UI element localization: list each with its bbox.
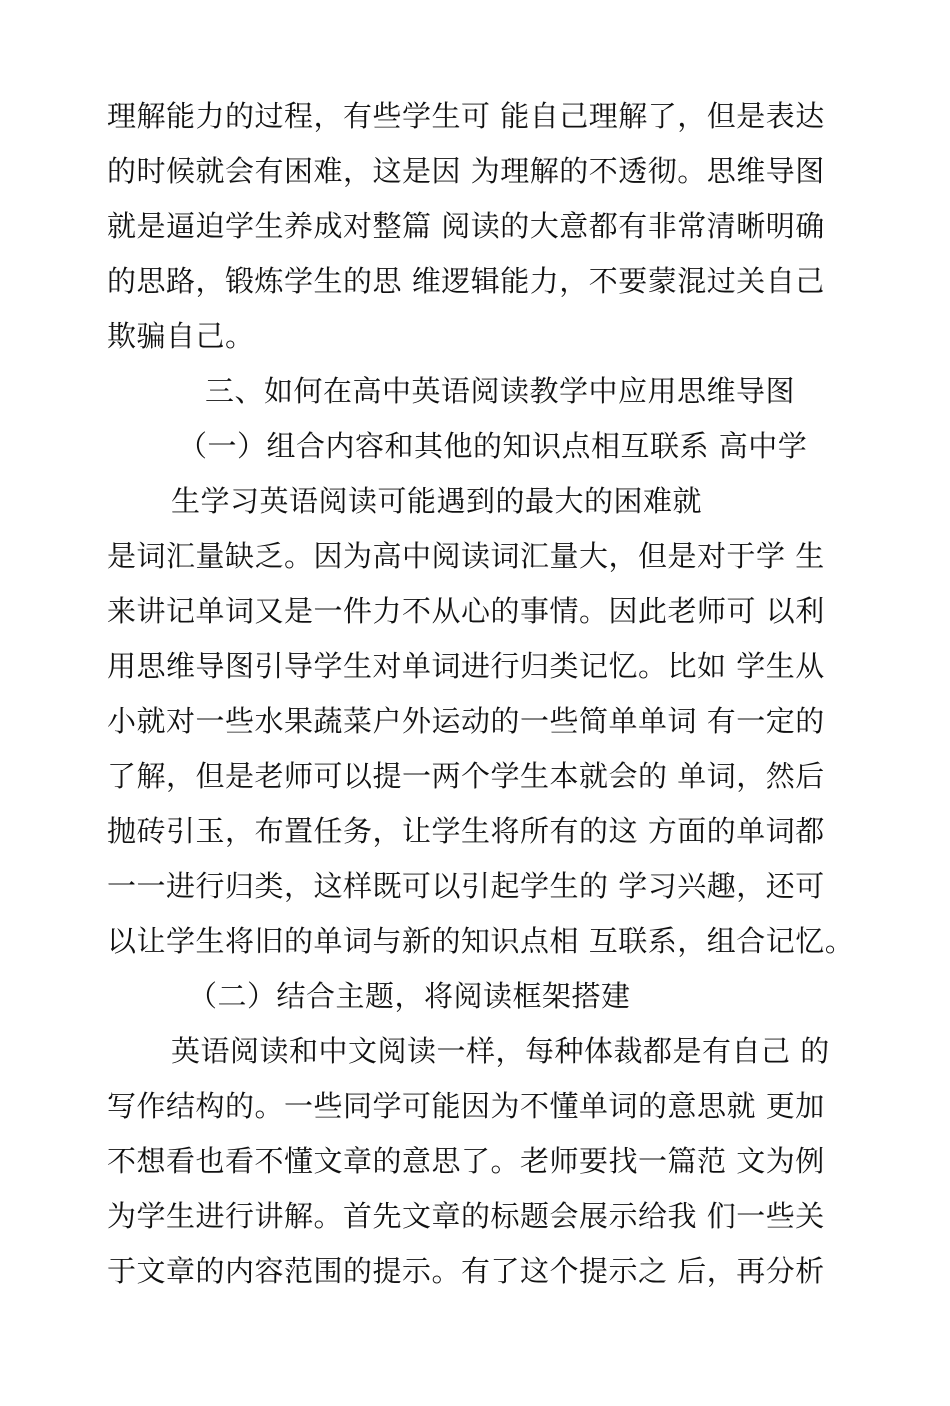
text-line: 理解能力的过程，有些学生可 能自己理解了，但是表达 xyxy=(107,99,825,133)
text-line: 英语阅读和中文阅读一样，每种体裁都是有自己 的 xyxy=(171,1034,830,1068)
subsection-heading: （二）结合主题，将阅读框架搭建 xyxy=(188,979,631,1013)
text-line: 了解，但是老师可以提一两个学生本就会的 单词，然后 xyxy=(107,759,825,793)
text-line: 的时候就会有困难，这是因 为理解的不透彻。思维导图 xyxy=(107,154,825,188)
text-line: 抛砖引玉，布置任务，让学生将所有的这 方面的单词都 xyxy=(107,814,825,848)
text-line: 就是逼迫学生养成对整篇 阅读的大意都有非常清晰明确 xyxy=(107,209,825,243)
text-line: 小就对一些水果蔬菜户外运动的一些简单单词 有一定的 xyxy=(107,704,825,738)
text-line: 写作结构的。一些同学可能因为不懂单词的意思就 更加 xyxy=(107,1089,825,1123)
text-line: 生学习英语阅读可能遇到的最大的困难就 xyxy=(171,484,703,518)
text-line: 以让学生将旧的单词与新的知识点相 互联系，组合记忆。 xyxy=(107,924,855,958)
text-line: 来讲记单词又是一件力不从心的事情。因此老师可 以利 xyxy=(107,594,825,628)
text-line: 为学生进行讲解。首先文章的标题会展示给我 们一些关 xyxy=(107,1199,825,1233)
text-line: 一一进行归类，这样既可以引起学生的 学习兴趣，还可 xyxy=(107,869,825,903)
text-line: 是词汇量缺乏。因为高中阅读词汇量大，但是对于学 生 xyxy=(107,539,825,573)
text-line: 欺骗自己。 xyxy=(107,319,255,353)
subsection-heading: （一）组合内容和其他的知识点相互联系 高中学 xyxy=(178,429,808,463)
text-line: 不想看也看不懂文章的意思了。老师要找一篇范 文为例 xyxy=(107,1144,825,1178)
text-line: 的思路，锻炼学生的思 维逻辑能力，不要蒙混过关自己 xyxy=(107,264,825,298)
section-heading: 三、如何在高中英语阅读教学中应用思维导图 xyxy=(205,374,796,408)
text-line: 于文章的内容范围的提示。有了这个提示之 后，再分析 xyxy=(107,1254,825,1288)
text-line: 用思维导图引导学生对单词进行归类记忆。比如 学生从 xyxy=(107,649,825,683)
